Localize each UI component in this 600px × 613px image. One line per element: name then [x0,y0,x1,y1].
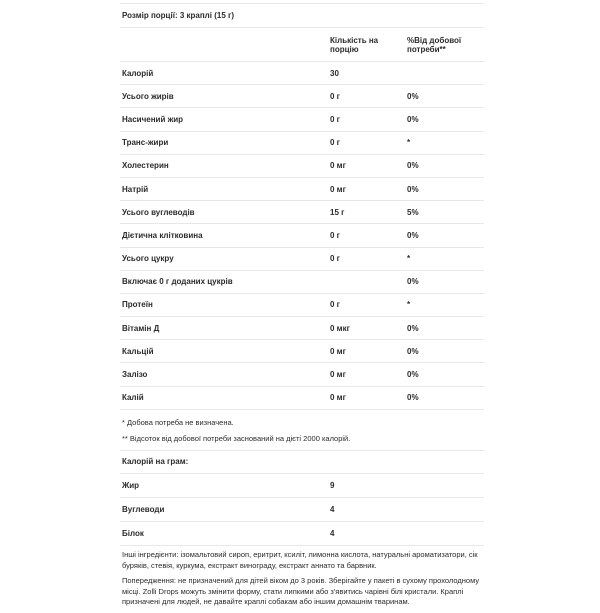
table-row [120,62,484,85]
cpg-label: Вуглеводи [122,505,165,515]
row-label: Транс-жири [122,138,169,148]
info-paragraphs [120,546,484,608]
row-daily-value: 0% [407,114,419,124]
other-ingredients-text: Інші інгредієнти: ізомальтовий сироп, еритрит, ксиліт, лимонна кислота, натуральні ароматизатори, сік буряків, стевія, куркума, екстракт винограду, екстракт аннато та барвник. [122,550,478,570]
table-row [120,132,484,155]
table-row [120,387,484,410]
row-amount: 0 мг [330,184,346,194]
row-amount: 0 г [330,114,341,124]
row-daily-value: 0% [407,346,419,356]
row-daily-value: 0% [407,370,419,380]
cpg-value: 4 [330,529,335,539]
calories-per-gram-title: Калорій на грам: [120,451,484,474]
row-amount: 0 г [330,91,341,101]
row-amount: 0 г [330,300,341,310]
cpg-label: Жир [122,480,140,490]
row-daily-value: 0% [407,393,419,403]
row-amount: 0 мг [330,370,346,380]
row-daily-value: 0% [407,277,419,287]
footnote-line: * Добова потреба не визначена. [122,417,234,427]
row-label: Усього жирів [122,91,174,101]
cpg-label: Білок [122,529,144,539]
row-label: Калій [122,393,144,403]
row-label: Усього вуглеводів [122,207,195,217]
row-amount: 30 [330,68,339,78]
table-row [120,271,484,294]
row-label: Кальцій [122,346,154,356]
serving-size-label: Розмір порції: 3 краплі (15 г) [120,4,484,28]
row-label: Вітамін Д [122,323,160,333]
row-label: Усього цукру [122,254,174,264]
row-amount: 0 мг [330,393,346,403]
row-label: Протеїн [122,300,153,310]
table-row [120,155,484,178]
header-daily-value: %Від добової потреби** [407,35,462,54]
calories-per-gram-row [120,522,484,546]
row-amount: 0 г [330,138,341,148]
table-row [120,201,484,224]
row-label: Дієтична клітковина [122,230,203,240]
row-amount: 0 мг [330,161,346,171]
nutrition-table-body [120,62,484,410]
calories-per-gram-row [120,498,484,522]
row-daily-value: 0% [407,161,419,171]
table-row [120,85,484,108]
header-amount-per-serving: Кількість на порцію [330,35,379,54]
calories-per-gram-body [120,474,484,547]
row-daily-value: 5% [407,207,419,217]
row-amount: 0 г [330,254,341,264]
table-row [120,294,484,317]
row-daily-value: * [407,254,411,264]
row-amount: 0 мг [330,346,346,356]
row-daily-value: * [407,138,411,148]
cpg-value: 4 [330,505,335,515]
row-label: Натрій [122,184,149,194]
row-daily-value: 0% [407,91,419,101]
footnote-line: ** Відсоток від добової потреби заснований на дієті 2000 калорій. [122,433,351,443]
table-row [120,317,484,340]
calories-per-gram-row [120,474,484,498]
row-daily-value: * [407,300,411,310]
row-label: Включає 0 г доданих цукрів [122,277,233,287]
row-label: Залізо [122,370,148,380]
table-row [120,363,484,386]
table-row [120,108,484,131]
row-label: Холестерин [122,161,169,171]
cpg-value: 9 [330,480,335,490]
footnotes [120,410,484,451]
row-amount: 15 г [330,207,345,217]
row-label: Калорій [122,68,154,78]
warning-text: Попередження: не призначений для дітей віком до 3 років. Зберігайте у пакеті в сухому прохолодному місці. Zolli Drops можуть змінити форму, стати липкими або з'явитись чарівні білі кристали. Краплі призначені для людей, не давайте краплі собакам або іншим домашнім тваринам. [122,576,480,607]
row-amount: 0 мкг [330,323,350,333]
row-daily-value: 0% [407,323,419,333]
row-daily-value: 0% [407,184,419,194]
row-daily-value: 0% [407,230,419,240]
table-row [120,340,484,363]
table-row [120,224,484,247]
nutrition-facts-panel [120,3,484,613]
row-label: Насичений жир [122,114,184,124]
table-row [120,248,484,271]
row-amount: 0 г [330,230,341,240]
table-header-row [120,28,484,62]
table-row [120,178,484,201]
